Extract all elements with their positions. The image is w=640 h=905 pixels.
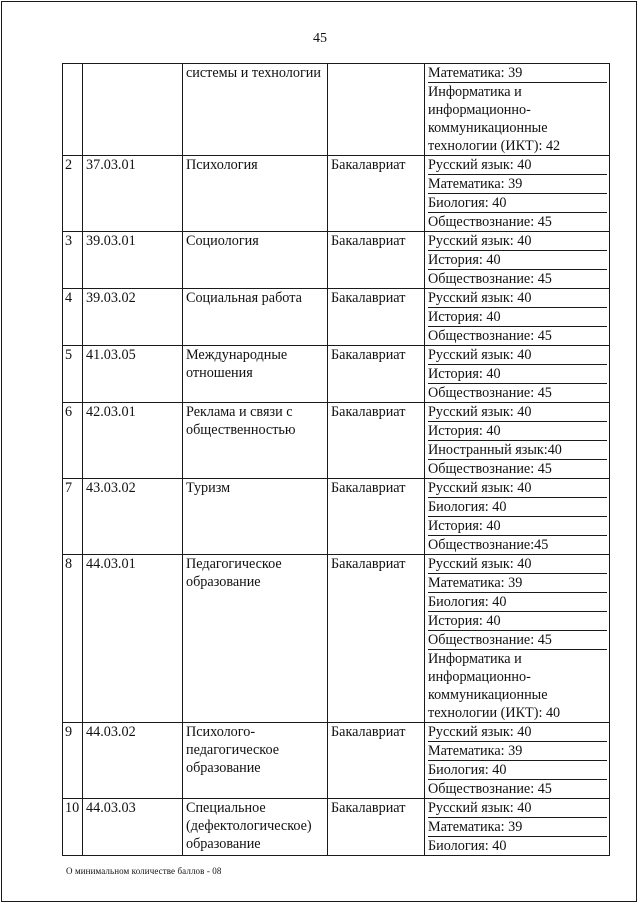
subjects-cell <box>425 555 610 723</box>
direction-name-cell: Туризм <box>183 479 328 555</box>
subject-min-score: Иностранный язык:40 <box>428 441 607 460</box>
subject-min-score: История: 40 <box>428 251 607 270</box>
subject-min-score: Математика: 39 <box>428 574 607 593</box>
row-number-cell <box>63 64 83 156</box>
subject-min-score: Обществознание: 45 <box>428 385 552 401</box>
subjects-cell <box>425 723 610 799</box>
subject-min-score: Биология: 40 <box>428 593 607 612</box>
education-level-cell: Бакалавриат <box>328 799 425 856</box>
subject-min-score: Обществознание: 45 <box>428 214 552 230</box>
table-row <box>63 403 610 479</box>
subjects-cell <box>425 289 610 346</box>
table-row <box>63 232 610 289</box>
table-row <box>63 346 610 403</box>
direction-code-cell: 37.03.01 <box>83 156 183 232</box>
row-number-cell: 4 <box>63 289 83 346</box>
table-row <box>63 289 610 346</box>
direction-code-cell <box>83 64 183 156</box>
subject-min-score: Информатика и информационно-коммуникационные технологии (ИКТ): 40 <box>428 651 561 721</box>
row-number-cell: 3 <box>63 232 83 289</box>
table-row <box>63 479 610 555</box>
subject-min-score: История: 40 <box>428 612 607 631</box>
education-level-cell <box>328 64 425 156</box>
subject-min-score: История: 40 <box>428 365 607 384</box>
subject-min-score: Биология: 40 <box>428 498 607 517</box>
education-level-cell: Бакалавриат <box>328 555 425 723</box>
education-level-cell: Бакалавриат <box>328 479 425 555</box>
subject-min-score: Обществознание:45 <box>428 537 549 553</box>
subjects-cell <box>425 346 610 403</box>
direction-name-cell: Психолого-педагогическое образование <box>183 723 328 799</box>
subject-min-score: Русский язык: 40 <box>428 346 607 365</box>
row-number-cell: 6 <box>63 403 83 479</box>
direction-name-cell: Реклама и связи с общественностью <box>183 403 328 479</box>
subject-min-score: Математика: 39 <box>428 742 607 761</box>
education-level-cell: Бакалавриат <box>328 403 425 479</box>
direction-code-cell: 44.03.02 <box>83 723 183 799</box>
direction-name-cell: системы и технологии <box>183 64 328 156</box>
direction-code-cell: 42.03.01 <box>83 403 183 479</box>
subject-min-score: История: 40 <box>428 422 607 441</box>
subject-min-score: Информатика и информационно-коммуникационные технологии (ИКТ): 42 <box>428 84 561 154</box>
direction-code-cell: 39.03.02 <box>83 289 183 346</box>
page-number: 45 <box>313 31 327 46</box>
direction-code-cell: 39.03.01 <box>83 232 183 289</box>
subject-min-score: Математика: 39 <box>428 818 607 837</box>
subject-min-score: Биология: 40 <box>428 194 607 213</box>
row-number-cell: 10 <box>63 799 83 856</box>
subject-min-score: Обществознание: 45 <box>428 461 552 477</box>
direction-code-cell: 43.03.02 <box>83 479 183 555</box>
direction-name-cell: Социология <box>183 232 328 289</box>
row-number-cell: 9 <box>63 723 83 799</box>
table-body <box>63 64 610 856</box>
row-number-cell: 7 <box>63 479 83 555</box>
subject-min-score: Обществознание: 45 <box>428 631 607 650</box>
subjects-cell <box>425 64 610 156</box>
table-row <box>63 156 610 232</box>
direction-name-cell: Специальное (дефектологическое) образование <box>183 799 328 856</box>
direction-name-cell: Педагогическое образование <box>183 555 328 723</box>
subject-min-score: Русский язык: 40 <box>428 289 607 308</box>
footer-text: О минимальном количестве баллов - 08 <box>66 866 222 876</box>
direction-name-cell: Социальная работа <box>183 289 328 346</box>
subject-min-score: Русский язык: 40 <box>428 799 607 818</box>
direction-name-cell: Психология <box>183 156 328 232</box>
table-row <box>63 64 610 156</box>
direction-code-cell: 41.03.05 <box>83 346 183 403</box>
education-level-cell: Бакалавриат <box>328 346 425 403</box>
table-row <box>63 723 610 799</box>
subject-min-score: История: 40 <box>428 308 607 327</box>
subject-min-score: Русский язык: 40 <box>428 479 607 498</box>
subjects-cell <box>425 156 610 232</box>
subject-min-score: Русский язык: 40 <box>428 723 607 742</box>
subject-min-score: Русский язык: 40 <box>428 232 607 251</box>
table-row <box>63 555 610 723</box>
subjects-cell <box>425 403 610 479</box>
subjects-cell <box>425 232 610 289</box>
education-level-cell: Бакалавриат <box>328 232 425 289</box>
admission-table <box>62 63 610 856</box>
direction-name-cell: Международные отношения <box>183 346 328 403</box>
subject-min-score: Обществознание: 45 <box>428 781 552 797</box>
subject-min-score: Русский язык: 40 <box>428 156 607 175</box>
row-number-cell: 5 <box>63 346 83 403</box>
subject-min-score: Биология: 40 <box>428 761 607 780</box>
subject-min-score: Обществознание: 45 <box>428 271 552 287</box>
subject-min-score: Биология: 40 <box>428 838 507 854</box>
subject-min-score: Математика: 39 <box>428 175 607 194</box>
row-number-cell: 2 <box>63 156 83 232</box>
subject-min-score: Математика: 39 <box>428 64 607 83</box>
subjects-cell <box>425 479 610 555</box>
subject-min-score: Русский язык: 40 <box>428 403 607 422</box>
direction-code-cell: 44.03.01 <box>83 555 183 723</box>
education-level-cell: Бакалавриат <box>328 723 425 799</box>
direction-code-cell: 44.03.03 <box>83 799 183 856</box>
subject-min-score: История: 40 <box>428 517 607 536</box>
subject-min-score: Русский язык: 40 <box>428 555 607 574</box>
subjects-cell <box>425 799 610 856</box>
subject-min-score: Обществознание: 45 <box>428 328 552 344</box>
table-row <box>63 799 610 856</box>
row-number-cell: 8 <box>63 555 83 723</box>
education-level-cell: Бакалавриат <box>328 289 425 346</box>
education-level-cell: Бакалавриат <box>328 156 425 232</box>
